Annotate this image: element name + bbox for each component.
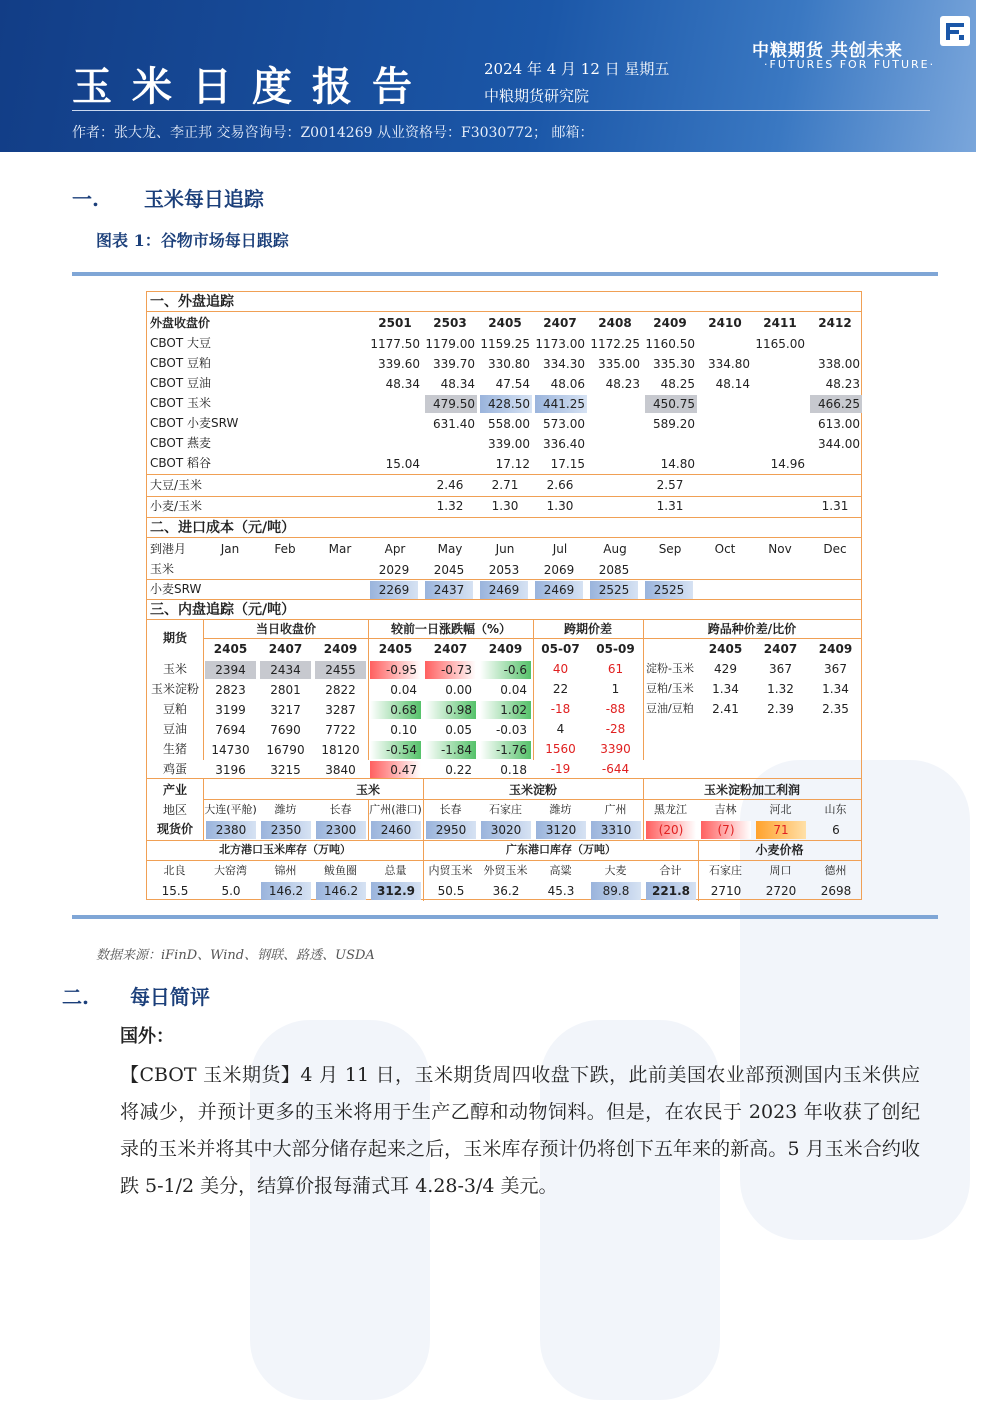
table-cell: 0.05 <box>445 723 472 737</box>
section-title: 二、进口成本（元/吨） <box>147 517 861 538</box>
table-cell: 336.40 <box>543 437 585 451</box>
row-label: 生猪 <box>162 742 187 756</box>
spot-price: 2350 <box>261 821 311 839</box>
region-label: 山东 <box>824 803 847 816</box>
table-cell: 2801 <box>270 683 301 697</box>
section-number: 一. <box>72 187 99 211</box>
row-label: 地区 <box>162 803 187 817</box>
report-date: 2024 年 4 月 12 日 星期五 <box>484 60 670 78</box>
table-cell: 2.46 <box>436 478 464 492</box>
stock-header: 德州 <box>824 864 847 877</box>
table-hline <box>203 638 861 639</box>
table-vline <box>368 620 369 760</box>
report-org: 中粮期货研究院 <box>484 87 590 105</box>
table-cell: 330.80 <box>488 357 530 371</box>
column-header: 当日收盘价 <box>255 622 316 636</box>
table-cell: 17.15 <box>550 457 585 471</box>
table-cell: 2.57 <box>656 478 684 492</box>
table-cell: 1159.25 <box>480 337 530 351</box>
table-cell: 334.30 <box>543 357 585 371</box>
table-cell: 0.47 <box>370 761 421 779</box>
stock-value: 2698 <box>820 884 852 898</box>
row-label: CBOT 大豆 <box>150 336 211 350</box>
table-cell: -28 <box>605 722 626 736</box>
group-header: 玉米淀粉 <box>508 783 557 797</box>
stock-value: 146.2 <box>261 882 311 900</box>
column-header: 2405 <box>378 642 413 656</box>
header-divider <box>72 110 930 111</box>
table-cell: 339.60 <box>378 357 420 371</box>
column-header: 跨品种价差/比价 <box>707 622 797 636</box>
table-cell: 2053 <box>488 563 520 577</box>
table-cell: 48.23 <box>825 377 860 391</box>
table-hline <box>147 778 861 779</box>
column-header: 2407 <box>268 642 303 656</box>
table-cell: 450.75 <box>645 395 697 413</box>
table-cell: 339.70 <box>433 357 475 371</box>
table-cell: 3215 <box>270 763 301 777</box>
stock-value: 2710 <box>710 884 742 898</box>
stock-value: 146.2 <box>316 882 366 900</box>
table-cell: 1172.25 <box>590 337 640 351</box>
table-cell: 1560 <box>545 742 576 756</box>
table-cell: 573.00 <box>543 417 585 431</box>
table-cell: 48.25 <box>660 377 695 391</box>
stock-value: 36.2 <box>492 884 520 898</box>
column-header: 2407 <box>433 642 468 656</box>
column-header: 2503 <box>433 316 467 330</box>
commentary-paragraph: 【CBOT 玉米期货】4 月 11 日，玉米期货周四收盘下跌，此前美国农业部预测国内玉米供应将减少，并预计更多的玉米将用于生产乙醇和动物饲料。但是，在农民于 2023 年收获了创纪录的玉米并将其中大部分储存起来之后，玉米库存预计仍将创下五年来的新高。5 月玉米合约收跌 5-1/2 美分，结算价报每蒲式耳 4.28-3/4 美元。 <box>120 1064 920 1197</box>
table-cell: 0.04 <box>390 683 417 697</box>
stock-header: 周口 <box>769 864 792 877</box>
table-cell: 589.20 <box>653 417 695 431</box>
table-cell: 558.00 <box>488 417 530 431</box>
stock-value: 2720 <box>765 884 797 898</box>
column-header: 2407 <box>763 642 798 656</box>
table-cell: -0.95 <box>370 661 421 679</box>
table-cell: 441.25 <box>535 395 587 413</box>
table-cell: 3287 <box>325 703 356 717</box>
table-cell: 4 <box>556 722 565 736</box>
table-cell: 0.10 <box>390 723 417 737</box>
table-cell: 14.96 <box>770 457 805 471</box>
table-cell: 367 <box>769 662 792 676</box>
table-cell: -19 <box>550 762 571 776</box>
table-cell: 14.80 <box>660 457 695 471</box>
row-label: 小麦/玉米 <box>150 499 203 513</box>
table-cell: 2.71 <box>491 478 519 492</box>
table-vline <box>698 841 699 901</box>
row-label: CBOT 豆粕 <box>150 356 211 370</box>
brand-slogan: ·FUTURES FOR FUTURE· <box>764 58 936 71</box>
table-cell: 2394 <box>205 661 256 679</box>
table-hline <box>147 474 861 475</box>
table-cell: 47.54 <box>495 377 530 391</box>
row-label: 小麦SRW <box>150 582 202 596</box>
column-header: 2409 <box>653 316 687 330</box>
stock-header: 锦州 <box>274 864 297 877</box>
row-label: 产业 <box>162 783 187 797</box>
section-title: 一、外盘追踪 <box>147 291 861 312</box>
table-cell: 2069 <box>543 563 575 577</box>
spot-price: 3120 <box>536 821 586 839</box>
column-header: 外盘收盘价 <box>150 316 211 330</box>
column-header: 期货 <box>162 631 187 645</box>
table-cell: 15.04 <box>385 457 420 471</box>
table-cell: -0.6 <box>480 661 531 679</box>
column-header: Apr <box>384 542 406 556</box>
table-cell: 1 <box>611 682 620 696</box>
stock-header: 鲅鱼圈 <box>324 864 357 877</box>
table-cell: 2469 <box>480 581 528 599</box>
company-logo-icon <box>940 16 970 46</box>
subsection-title: 国外： <box>120 1026 174 1047</box>
table-cell: 2085 <box>598 563 630 577</box>
table-cell: 2525 <box>590 581 638 599</box>
row-label: 玉米淀粉 <box>150 682 199 696</box>
stock-header: 总量 <box>384 864 407 877</box>
column-header: 2408 <box>598 316 632 330</box>
row-label: 豆油/豆粕 <box>646 702 694 715</box>
table-cell: 2.35 <box>822 702 849 716</box>
column-header: 2405 <box>213 642 248 656</box>
spot-price: (7) <box>701 821 751 839</box>
column-header: 2405 <box>488 316 522 330</box>
top-rule <box>72 272 938 276</box>
table-cell: 1.31 <box>656 499 684 513</box>
table-cell: 428.50 <box>480 395 532 413</box>
group-header: 玉米 <box>355 783 380 797</box>
table-cell: 48.23 <box>605 377 640 391</box>
region-label: 黑龙江 <box>654 803 687 816</box>
table-cell: 7722 <box>325 723 356 737</box>
column-header: Oct <box>714 542 736 556</box>
stock-value: 221.8 <box>646 882 696 900</box>
table-cell: 17.12 <box>495 457 530 471</box>
stock-value: 15.5 <box>161 884 189 898</box>
table-cell: 2823 <box>215 683 246 697</box>
table-cell: -1.76 <box>480 741 531 759</box>
table-hline <box>147 579 861 580</box>
table-cell: 1.34 <box>712 682 739 696</box>
section-title: 每日简评 <box>129 985 210 1009</box>
table-cell: 1.31 <box>821 499 849 513</box>
table-cell: 3840 <box>325 763 356 777</box>
column-header: 2405 <box>708 642 743 656</box>
table-cell: 2434 <box>260 661 311 679</box>
group-header: 小麦价格 <box>755 843 804 857</box>
stock-header: 石家庄 <box>709 864 742 877</box>
table-cell: 2822 <box>325 683 356 697</box>
table-cell: 0.68 <box>370 701 421 719</box>
spot-price: 2300 <box>316 821 366 839</box>
table-cell: 429 <box>714 662 737 676</box>
table-cell: 1160.50 <box>645 337 695 351</box>
spot-price: 2950 <box>426 821 476 839</box>
table-cell: 1.34 <box>822 682 849 696</box>
section-heading-1 <box>72 183 264 212</box>
table-cell: 631.40 <box>433 417 475 431</box>
group-header: 广东港口库存（万吨） <box>506 843 616 856</box>
table-cell: 367 <box>824 662 847 676</box>
row-label: 豆油 <box>162 722 187 736</box>
table-cell: 0.98 <box>425 701 476 719</box>
table-cell: 2.66 <box>546 478 574 492</box>
table-cell: 2.41 <box>712 702 739 716</box>
table-cell: 0.00 <box>445 683 472 697</box>
table-cell: 1.32 <box>767 682 794 696</box>
table-hline <box>147 860 861 861</box>
row-label: CBOT 豆油 <box>150 376 211 390</box>
figure-caption: 图表 1：谷物市场每日跟踪 <box>96 231 289 250</box>
column-header: Mar <box>328 542 352 556</box>
table-cell: 466.25 <box>810 395 862 413</box>
report-header <box>0 0 976 152</box>
report-title: 玉米日度报告 <box>72 63 432 110</box>
table-cell: 335.00 <box>598 357 640 371</box>
spot-price: 71 <box>756 821 806 839</box>
report-authors: 作者：张大龙、李正邦 交易咨询号：Z0014269 从业资格号：F3030772； 邮箱： <box>72 125 594 141</box>
table-cell: 1179.00 <box>425 337 475 351</box>
table-cell: 3199 <box>215 703 246 717</box>
table-vline <box>423 778 424 840</box>
table-cell: 48.14 <box>715 377 750 391</box>
table-cell: 338.00 <box>818 357 860 371</box>
table-cell: 48.34 <box>385 377 420 391</box>
table-cell: 7690 <box>270 723 301 737</box>
stock-header: 大麦 <box>604 864 627 877</box>
spot-price: 2460 <box>371 821 421 839</box>
column-header: 到港月 <box>150 542 187 556</box>
column-header: 较前一日涨跌幅（%） <box>390 622 512 636</box>
table-cell: 2045 <box>433 563 465 577</box>
column-header: Sep <box>658 542 682 556</box>
column-header: May <box>437 542 463 556</box>
table-cell: 0.04 <box>500 683 527 697</box>
row-label: CBOT 稻谷 <box>150 456 211 470</box>
region-label: 广州(港口) <box>369 803 422 816</box>
table-cell: 3217 <box>270 703 301 717</box>
table-cell: 14730 <box>211 743 250 757</box>
table-vline <box>368 799 369 840</box>
group-header: 玉米淀粉加工利润 <box>703 783 800 797</box>
table-cell: 613.00 <box>818 417 860 431</box>
column-header: 2411 <box>763 316 797 330</box>
table-cell: 2525 <box>645 581 693 599</box>
table-cell: -0.73 <box>425 661 476 679</box>
spot-price: 3310 <box>591 821 641 839</box>
row-label: 豆粕 <box>162 702 187 716</box>
table-cell: 334.80 <box>708 357 750 371</box>
table-cell: -644 <box>601 762 630 776</box>
table-cell: 2437 <box>425 581 473 599</box>
table-vline <box>423 841 424 901</box>
row-label: CBOT 玉米 <box>150 396 211 410</box>
section-number: 二. <box>62 985 89 1009</box>
table-cell: 2455 <box>315 661 366 679</box>
group-header: 北方港口玉米库存（万吨） <box>219 843 351 856</box>
table-cell: 479.50 <box>425 395 477 413</box>
stock-header: 外贸玉米 <box>483 864 528 877</box>
table-vline <box>203 778 204 840</box>
region-label: 大连(平舱) <box>204 803 257 816</box>
table-cell: 1173.00 <box>535 337 585 351</box>
region-label: 潍坊 <box>549 803 572 816</box>
table-cell: 40 <box>552 662 569 676</box>
row-label: 玉米 <box>162 662 187 676</box>
row-label: 豆粕/玉米 <box>646 682 694 695</box>
column-header: 2409 <box>323 642 358 656</box>
table-cell: 16790 <box>266 743 305 757</box>
spot-price: 3020 <box>481 821 531 839</box>
table-cell: 61 <box>607 662 624 676</box>
stock-value: 45.3 <box>547 884 575 898</box>
column-header: Nov <box>768 542 792 556</box>
table-cell: 0.18 <box>500 763 527 777</box>
section-title: 玉米每日追踪 <box>143 187 264 211</box>
table-cell: -18 <box>550 702 571 716</box>
table-hline <box>203 799 861 800</box>
row-label: 鸡蛋 <box>162 762 187 776</box>
row-label: 大豆/玉米 <box>150 478 203 492</box>
row-label: CBOT 燕麦 <box>150 436 211 450</box>
table-cell: 2469 <box>535 581 583 599</box>
grain-tracking-table <box>146 291 862 900</box>
column-header: 05-09 <box>596 642 635 656</box>
row-label: 现货价 <box>156 822 193 836</box>
table-hline <box>147 496 861 497</box>
table-cell: 18120 <box>321 743 360 757</box>
stock-header: 合计 <box>659 864 682 877</box>
row-label: CBOT 小麦SRW <box>150 416 239 430</box>
table-cell: 1165.00 <box>755 337 805 351</box>
table-cell: 3390 <box>600 742 631 756</box>
stock-header: 高粱 <box>549 864 572 877</box>
column-header: 2409 <box>488 642 523 656</box>
column-header: Dec <box>823 542 847 556</box>
column-header: 2409 <box>818 642 853 656</box>
table-cell: 48.34 <box>440 377 475 391</box>
region-label: 长春 <box>329 803 352 816</box>
table-cell: 344.00 <box>818 437 860 451</box>
table-cell: 1.30 <box>546 499 574 513</box>
table-cell: -88 <box>605 702 626 716</box>
table-cell: 3196 <box>215 763 246 777</box>
spot-price: 2380 <box>206 821 256 839</box>
table-cell: 335.30 <box>653 357 695 371</box>
stock-value: 5.0 <box>221 884 241 898</box>
column-header: 2410 <box>708 316 742 330</box>
table-vline <box>643 778 644 840</box>
table-cell: 22 <box>552 682 569 696</box>
region-label: 广州 <box>604 803 627 816</box>
table-cell: 1177.50 <box>370 337 420 351</box>
column-header: 2407 <box>543 316 577 330</box>
region-label: 石家庄 <box>489 803 522 816</box>
section-title: 三、内盘追踪（元/吨） <box>147 599 861 620</box>
table-cell: -0.03 <box>495 723 527 737</box>
table-cell: 2.39 <box>767 702 794 716</box>
stock-value: 50.5 <box>437 884 465 898</box>
table-cell: 2029 <box>378 563 410 577</box>
spot-price: (20) <box>646 821 696 839</box>
table-vline <box>203 620 204 760</box>
column-header: Jan <box>220 542 240 556</box>
stock-value: 89.8 <box>591 882 641 900</box>
brand-name: 中粮期货 共创未来 <box>752 41 903 61</box>
table-cell: -1.84 <box>425 741 476 759</box>
bottom-rule <box>72 915 938 919</box>
column-header: Aug <box>603 542 627 556</box>
stock-header: 北良 <box>163 864 186 877</box>
stock-value: 312.9 <box>371 882 421 900</box>
table-cell: 48.06 <box>550 377 585 391</box>
stock-header: 大窑湾 <box>214 864 247 877</box>
table-cell: 1.30 <box>491 499 519 513</box>
section-heading-2 <box>62 981 210 1010</box>
region-label: 长春 <box>439 803 462 816</box>
row-label: 淀粉-玉米 <box>646 662 694 675</box>
column-header: Feb <box>274 542 296 556</box>
column-header: 2412 <box>818 316 852 330</box>
stock-header: 内贸玉米 <box>428 864 473 877</box>
table-cell: 1.02 <box>480 701 531 719</box>
region-label: 潍坊 <box>274 803 297 816</box>
table-cell: 339.00 <box>488 437 530 451</box>
region-label: 吉林 <box>714 803 737 816</box>
spot-price: 6 <box>832 823 840 837</box>
column-header: Jul <box>552 542 568 556</box>
row-label: 玉米 <box>150 562 175 576</box>
data-source-note: 数据来源：iFinD、Wind、钢联、路透、USDA <box>96 948 375 963</box>
table-cell: -0.54 <box>370 741 421 759</box>
table-cell: 7694 <box>215 723 246 737</box>
column-header: Jun <box>495 542 515 556</box>
column-header: 2501 <box>378 316 412 330</box>
table-cell: 2269 <box>370 581 418 599</box>
table-cell: 0.22 <box>445 763 472 777</box>
table-cell: 1.32 <box>436 499 464 513</box>
column-header: 05-07 <box>541 642 580 656</box>
column-header: 跨期价差 <box>563 622 612 636</box>
region-label: 河北 <box>769 803 792 816</box>
